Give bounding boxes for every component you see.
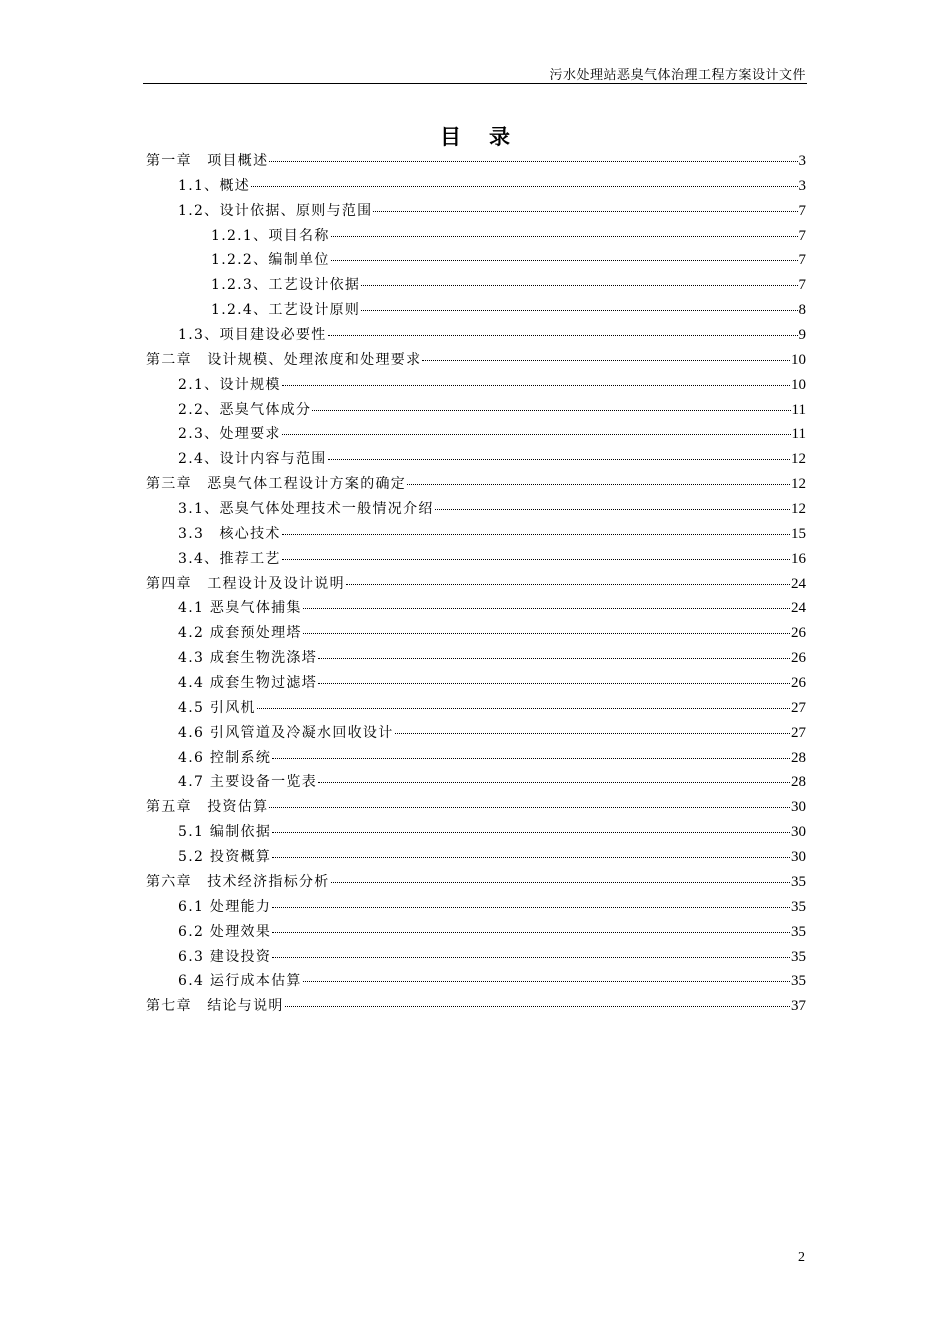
toc-entry-page: 30 bbox=[791, 824, 806, 841]
toc-entry-label: 第六章 技术经济指标分析 bbox=[146, 873, 330, 890]
toc-dot-leader bbox=[303, 633, 790, 634]
toc-dot-leader bbox=[318, 782, 790, 783]
toc-dot-leader bbox=[318, 658, 790, 659]
toc-entry[interactable] bbox=[146, 597, 806, 622]
toc-dot-leader bbox=[422, 360, 790, 361]
toc-dot-leader bbox=[272, 857, 790, 858]
toc-dot-leader bbox=[435, 509, 790, 510]
toc-entry-label: 第四章 工程设计及设计说明 bbox=[146, 575, 345, 592]
toc-entry[interactable] bbox=[146, 249, 806, 274]
toc-entry[interactable] bbox=[146, 796, 806, 821]
toc-entry[interactable] bbox=[146, 747, 806, 772]
toc-entry-label: 2.2、恶臭气体成分 bbox=[178, 401, 312, 418]
toc-entry[interactable] bbox=[146, 771, 806, 796]
toc-dot-leader bbox=[251, 186, 797, 187]
toc-entry-label: 6.4 运行成本估算 bbox=[178, 973, 302, 990]
toc-entry-label: 3.4、推荐工艺 bbox=[178, 550, 281, 567]
toc-entry-page: 11 bbox=[791, 426, 806, 443]
toc-entry[interactable] bbox=[146, 150, 806, 175]
toc-entry-page: 30 bbox=[791, 849, 806, 866]
toc-entry[interactable] bbox=[146, 175, 806, 200]
toc-entry-page: 7 bbox=[798, 202, 806, 219]
toc-entry-page: 9 bbox=[798, 327, 806, 344]
toc-entry-page: 27 bbox=[791, 699, 806, 716]
toc-entry-page: 24 bbox=[791, 575, 806, 592]
toc-dot-leader bbox=[328, 459, 790, 460]
toc-entry[interactable] bbox=[146, 970, 806, 995]
toc-entry-label: 1.1、概述 bbox=[178, 177, 251, 194]
toc-entry[interactable] bbox=[146, 647, 806, 672]
toc-dot-leader bbox=[282, 434, 791, 435]
toc-entry-page: 7 bbox=[798, 277, 806, 294]
toc-entry-label: 4.6 引风管道及冷凝水回收设计 bbox=[178, 724, 394, 741]
toc-entry-label: 4.4 成套生物过滤塔 bbox=[178, 675, 318, 692]
table-of-contents bbox=[146, 150, 806, 1020]
toc-entry[interactable] bbox=[146, 871, 806, 896]
toc-entry[interactable] bbox=[146, 946, 806, 971]
toc-dot-leader bbox=[272, 832, 790, 833]
toc-entry-page: 35 bbox=[791, 923, 806, 940]
toc-entry-page: 30 bbox=[791, 799, 806, 816]
toc-entry-page: 27 bbox=[791, 724, 806, 741]
toc-entry-label: 4.3 成套生物洗涤塔 bbox=[178, 650, 318, 667]
toc-dot-leader bbox=[312, 410, 790, 411]
toc-dot-leader bbox=[373, 211, 797, 212]
toc-entry-label: 3.1、恶臭气体处理技术一般情况介绍 bbox=[178, 501, 434, 518]
toc-entry-page: 35 bbox=[791, 898, 806, 915]
toc-entry-page: 12 bbox=[791, 476, 806, 493]
toc-dot-leader bbox=[272, 957, 790, 958]
toc-dot-leader bbox=[331, 236, 798, 237]
toc-entry[interactable] bbox=[146, 523, 806, 548]
toc-entry-page: 28 bbox=[791, 749, 806, 766]
toc-entry-label: 1.2.4、工艺设计原则 bbox=[211, 302, 361, 319]
toc-title: 目录 bbox=[440, 125, 538, 149]
toc-entry-page: 8 bbox=[798, 302, 806, 319]
toc-entry-label: 3.3 核心技术 bbox=[178, 525, 281, 542]
toc-entry[interactable] bbox=[146, 921, 806, 946]
toc-entry-page: 35 bbox=[791, 873, 806, 890]
toc-entry[interactable] bbox=[146, 299, 806, 324]
toc-entry[interactable] bbox=[146, 846, 806, 871]
toc-entry[interactable] bbox=[146, 622, 806, 647]
toc-entry[interactable] bbox=[146, 423, 806, 448]
toc-dot-leader bbox=[257, 708, 790, 709]
toc-entry-label: 1.2.2、编制单位 bbox=[211, 252, 330, 269]
toc-entry-page: 26 bbox=[791, 625, 806, 642]
toc-entry-page: 24 bbox=[791, 600, 806, 617]
toc-entry-label: 第三章 恶臭气体工程设计方案的确定 bbox=[146, 476, 407, 493]
toc-entry[interactable] bbox=[146, 821, 806, 846]
toc-dot-leader bbox=[346, 584, 790, 585]
toc-dot-leader bbox=[269, 161, 797, 162]
toc-entry[interactable] bbox=[146, 548, 806, 573]
toc-dot-leader bbox=[272, 932, 790, 933]
toc-entry-label: 6.1 处理能力 bbox=[178, 898, 272, 915]
toc-dot-leader bbox=[303, 981, 790, 982]
toc-entry-page: 16 bbox=[791, 550, 806, 567]
toc-entry[interactable] bbox=[146, 995, 806, 1020]
toc-entry-label: 2.3、处理要求 bbox=[178, 426, 281, 443]
toc-entry[interactable] bbox=[146, 399, 806, 424]
toc-entry-page: 26 bbox=[791, 675, 806, 692]
toc-entry-page: 12 bbox=[791, 451, 806, 468]
toc-entry-page: 3 bbox=[798, 153, 806, 169]
toc-entry[interactable] bbox=[146, 448, 806, 473]
toc-entry-page: 28 bbox=[791, 774, 806, 791]
toc-entry-label: 4.1 恶臭气体捕集 bbox=[178, 600, 302, 617]
toc-dot-leader bbox=[303, 608, 790, 609]
toc-entry-label: 4.2 成套预处理塔 bbox=[178, 625, 302, 642]
toc-entry-label: 第二章 设计规模、处理浓度和处理要求 bbox=[146, 351, 422, 368]
toc-dot-leader bbox=[361, 285, 797, 286]
toc-dot-leader bbox=[269, 807, 790, 808]
toc-entry-page: 35 bbox=[791, 973, 806, 990]
toc-entry-label: 第五章 投资估算 bbox=[146, 799, 269, 816]
toc-entry-page: 3 bbox=[798, 177, 806, 194]
toc-dot-leader bbox=[272, 758, 790, 759]
toc-entry[interactable] bbox=[146, 349, 806, 374]
toc-entry[interactable] bbox=[146, 200, 806, 225]
toc-dot-leader bbox=[282, 534, 790, 535]
running-header: 污水处理站恶臭气体治理工程方案设计文件 bbox=[549, 68, 806, 83]
toc-entry-page: 35 bbox=[791, 948, 806, 965]
toc-entry-page: 11 bbox=[791, 401, 806, 418]
toc-entry-label: 1.3、项目建设必要性 bbox=[178, 327, 327, 344]
toc-entry-page: 10 bbox=[791, 351, 806, 368]
toc-dot-leader bbox=[331, 882, 790, 883]
toc-entry-label: 4.6 控制系统 bbox=[178, 749, 272, 766]
toc-entry[interactable] bbox=[146, 324, 806, 349]
toc-dot-leader bbox=[328, 335, 798, 336]
toc-dot-leader bbox=[285, 1006, 790, 1007]
toc-entry-label: 1.2、设计依据、原则与范围 bbox=[178, 202, 373, 219]
toc-dot-leader bbox=[395, 733, 790, 734]
toc-entry-label: 5.2 投资概算 bbox=[178, 849, 272, 866]
toc-dot-leader bbox=[282, 559, 790, 560]
toc-entry-label: 4.5 引风机 bbox=[178, 699, 256, 716]
toc-entry-label: 2.4、设计内容与范围 bbox=[178, 451, 327, 468]
toc-entry[interactable] bbox=[146, 672, 806, 697]
toc-entry-label: 6.3 建设投资 bbox=[178, 948, 272, 965]
toc-entry[interactable] bbox=[146, 225, 806, 250]
toc-entry-page: 37 bbox=[791, 998, 806, 1015]
toc-entry-label: 5.1 编制依据 bbox=[178, 824, 272, 841]
toc-entry-label: 第七章 结论与说明 bbox=[146, 998, 284, 1015]
toc-entry-label: 1.2.1、项目名称 bbox=[211, 227, 330, 244]
toc-dot-leader bbox=[361, 310, 797, 311]
toc-entry[interactable] bbox=[146, 697, 806, 722]
toc-entry-page: 7 bbox=[798, 227, 806, 244]
toc-entry-label: 1.2.3、工艺设计依据 bbox=[211, 277, 361, 294]
toc-entry[interactable] bbox=[146, 473, 806, 498]
toc-entry[interactable] bbox=[146, 573, 806, 598]
toc-entry-label: 6.2 处理效果 bbox=[178, 923, 272, 940]
toc-entry-page: 12 bbox=[791, 501, 806, 518]
toc-entry[interactable] bbox=[146, 896, 806, 921]
page-number: 2 bbox=[798, 1250, 805, 1265]
toc-entry-label: 2.1、设计规模 bbox=[178, 376, 281, 393]
toc-entry-page: 26 bbox=[791, 650, 806, 667]
toc-entry[interactable] bbox=[146, 722, 806, 747]
toc-dot-leader bbox=[272, 907, 790, 908]
toc-entry[interactable] bbox=[146, 498, 806, 523]
toc-entry[interactable] bbox=[146, 274, 806, 299]
toc-entry-label: 第一章 项目概述 bbox=[146, 153, 269, 169]
toc-entry[interactable] bbox=[146, 374, 806, 399]
toc-entry-page: 10 bbox=[791, 376, 806, 393]
toc-dot-leader bbox=[407, 484, 790, 485]
toc-entry-page: 15 bbox=[791, 525, 806, 542]
toc-dot-leader bbox=[318, 683, 790, 684]
toc-entry-label: 4.7 主要设备一览表 bbox=[178, 774, 318, 791]
toc-dot-leader bbox=[331, 260, 798, 261]
toc-entry-page: 7 bbox=[798, 252, 806, 269]
toc-dot-leader bbox=[282, 385, 790, 386]
header-rule bbox=[143, 83, 807, 84]
